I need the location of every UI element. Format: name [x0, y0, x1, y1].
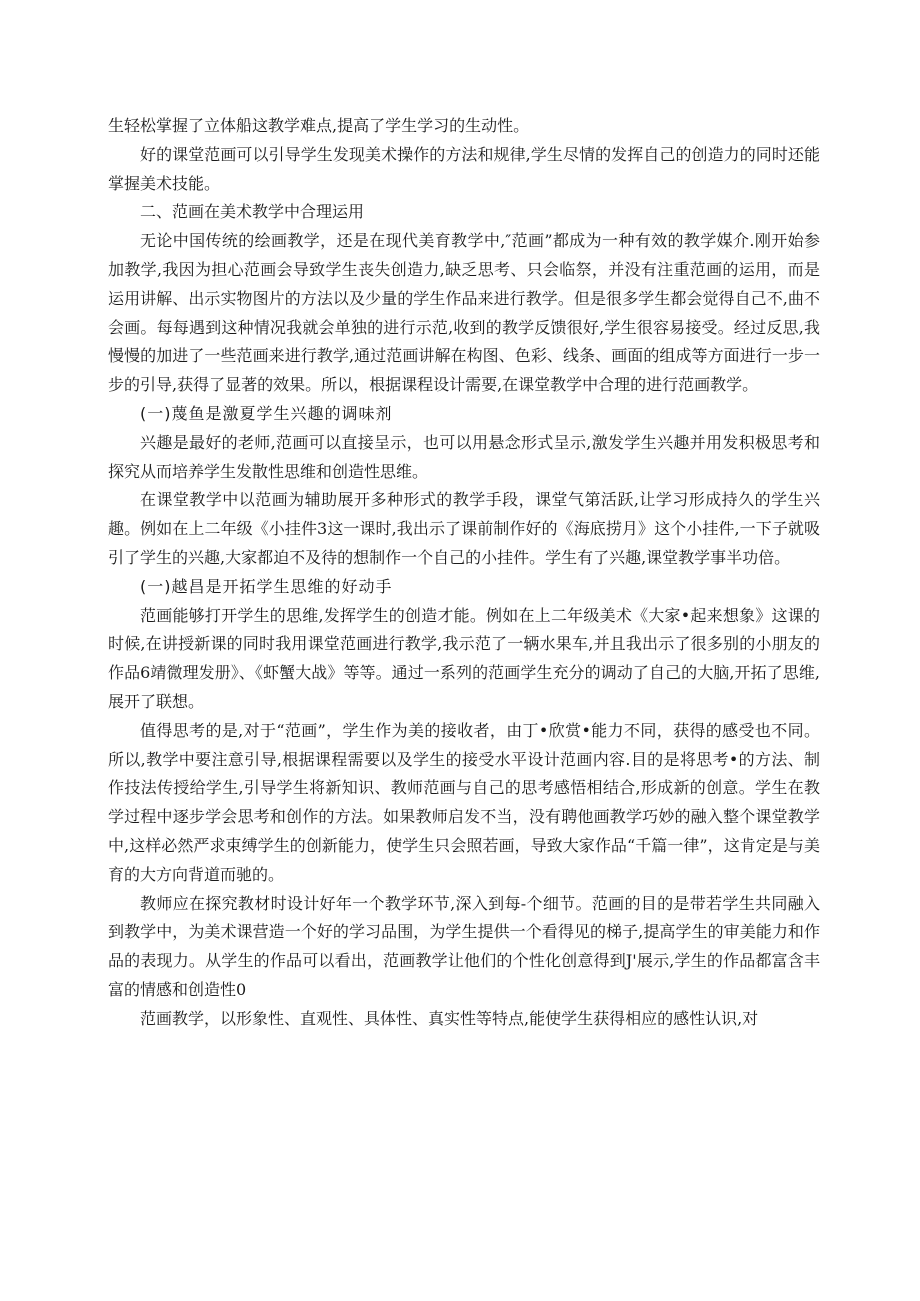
paragraph-classroom-interest: 在课堂教学中以范画为辅助展开多种形式的教学手段，课堂气第活跃,让学习形成持久的学生兴趣。例如在上二年级《小挂件3这一课时,我出示了课前制作好的《海底捞月》这个小挂件,一下子就吸引了学生的兴趣,大家都迫不及待的想制作一个自己的小挂件。学生有了兴趣,课堂教学事半功倍。	[108, 490, 820, 567]
paragraph-model-painting-benefits: 好的课堂范画可以引导学生发现美术操作的方法和规律,学生尽情的发挥自己的创造力的同时还能掌握美术技能。	[108, 144, 820, 193]
paragraph-model-teaching-features: 范画教学，以形象性、直观性、具体性、真实性等特点,能使学生获得相应的感性认识,对	[140, 1008, 759, 1028]
paragraph-teacher-design: 教师应在探究教材时设计好年一个教学环节,深入到每-个细节。范画的目的是带若学生共同融入到教学中，为美术课营造一个好的学习品围，为学生提供一个看得见的梯子,提高学生的审美能力和作品的表现力。从学生的作品可以看出，范画教学让他们的个性化创意得到J'展示,学生的作品都富含丰富的情感和创造性0	[108, 893, 820, 999]
paragraph-open-thinking: 范画能够打开学生的思维,发挥学生的创造才能。例如在上二年级美术《大家•起来想象》这课的时候,在讲授新课的同时我用课堂范画进行教学,我示范了一辆水果车,并且我出示了很多别的小朋友的作品6靖微理发册》、《虾蟹大战》等等。通过一系列的范画学生充分的调动了自己的大脑,开拓了思维,展开了联想。	[108, 605, 820, 711]
paragraph-worth-thinking: 值得思考的是,对于“范画”，学生作为美的接收者，由丁•欣赏•能力不同，获得的感受也不同。所以,教学中要注意引导,根据课程需要以及学生的接受水平设计范画内容.目的是将思考•的方法、制作技法传授给学生,引导学生将新知识、教师范画与自己的思考感悟相结合,形成新的创意。学生在教学过程中逐步学会思考和创作的方法。如果教师启发不当，没有聘他画教学巧妙的融入整个课堂教学中,这样必然严求束缚学生的创新能力，使学生只会照若画，导致大家作品“千篇一律”，这肯定是与美育的大方向背道而驰的。	[108, 720, 820, 884]
paragraph-continuation: 生轻松掌握了立体船这教学难点,提高了学生学习的生动性。	[108, 116, 530, 135]
paragraph-traditional-teaching: 无论中国传统的绘画教学，还是在现代美育教学中,″范画”都成为一种有效的教学媒介.刚开始参加教学,我因为担心范画会导致学生丧失创造力,缺乏思考、只会临祭，并没有注重范画的运用，而是运用讲解、出示实物图片的方法以及少量的学生作品来进行教学。但是很多学生都会觉得自己不,曲不会画。每每遇到这种情况我就会单独的进行示范,收到的教学反馈很好,学生很容易接受。经过反思,我慢慢的加进了一些范画来进行教学,通过范画讲解在构图、色彩、线条、画面的组成等方面进行一步一步的引导,获得了显著的效果。所以，根据课程设计需要,在课堂教学中合理的进行范画教学。	[108, 231, 820, 395]
section-heading-two: 二、范画在美术教学中合理运用	[140, 202, 365, 222]
document-page	[108, 112, 820, 1034]
subheading-interest: (一)蔑鱼是激夏学生兴趣的调味剂	[140, 403, 393, 423]
subheading-thinking: (一)越昌是开拓学生思维的好动手	[140, 576, 393, 596]
paragraph-interest-teacher: 兴趣是最好的老师,范画可以直接呈示，也可以用悬念形式呈示,激发学生兴趣并用发积极思考和探究从而培养学生发散性思维和创造性思维。	[108, 432, 820, 481]
